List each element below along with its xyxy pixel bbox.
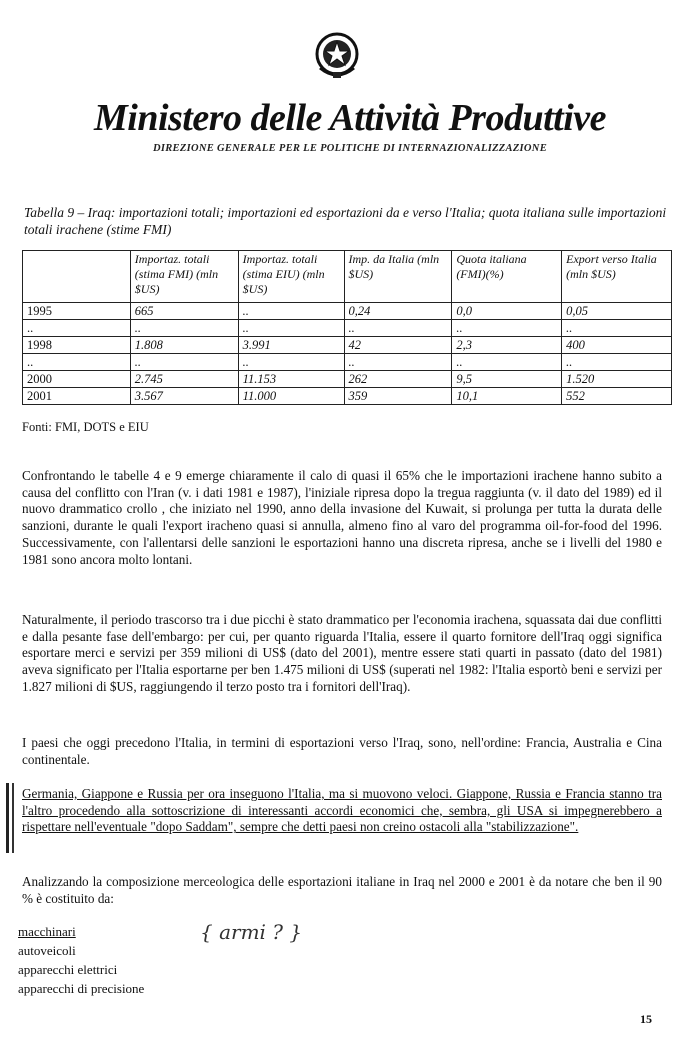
table-cell: .. (562, 320, 672, 337)
table-cell: 2000 (23, 371, 131, 388)
table-cell: 552 (562, 388, 672, 405)
table-cell: 2001 (23, 388, 131, 405)
table-cell: 10,1 (452, 388, 562, 405)
paragraph: Confrontando le tabelle 4 e 9 emerge chiaramente il calo di quasi il 65% che le importazioni irachene hanno subito a causa del conflitto con l'Iran (v. i dati 1981 e 1987), l'iniziale ripresa dopo la tregua raggiunta (v. il dato del 1989) ed il nuovo drammatico crollo , che iniziato nel 1990, anno della invasione del Kuwait, si prolunga per tutta la durata delle sanzioni, durante le quali l'export iracheno quasi si annulla, almeno fino al varo del programma oil-for-food del 1996. Successivamente, con l'allentarsi delle sanzioni le esportazioni hanno una discreta ripresa, anche se i livelli del 1980 e 1981 sono ancora molto lontani. (22, 468, 662, 567)
table-row (23, 371, 672, 388)
list-item: autoveicoli (18, 943, 76, 958)
table-cell: .. (130, 320, 238, 337)
table-caption: Tabella 9 – Iraq: importazioni totali; importazioni ed esportazioni da e verso l'Italia; quota italiana sulle importazioni totali irachene (stime FMI) (24, 205, 667, 237)
table-cell: 359 (344, 388, 452, 405)
table-cell: 11.153 (238, 371, 344, 388)
table-header-cell (23, 251, 131, 303)
list-item: apparecchi di precisione (18, 981, 145, 996)
list-item: macchinari (18, 924, 76, 939)
table-cell: .. (23, 354, 131, 371)
page-number: 15 (640, 1012, 652, 1026)
italian-republic-emblem-icon (314, 30, 360, 80)
table-cell: 262 (344, 371, 452, 388)
table-header-cell: Export verso Italia (mln $US) (562, 251, 672, 303)
imports-table (22, 250, 672, 405)
paragraph: Naturalmente, il periodo trascorso tra i due picchi è stato drammatico per l'economia irachena, squassata dai due conflitti e dalla pesante fase dell'embargo: per cui, per quanto riguarda l'Italia, essere il quarto fornitore dell'Iraq oggi significa esportare merci e servizi per 359 milioni di US$ (dato del 2001), mentre essere stati quarti in passato (dato del 1981) aveva significato per l'Italia esportarne per ben 1.475 milioni di US$ (superati nel 1982: l'Italia esportò beni e servizi per 1.827 milioni di $US, raggiungendo il terzo posto tra i fornitori dell'Iraq). (22, 612, 662, 694)
handwritten-note: { armi ? } (200, 920, 303, 944)
table-header-cell: Quota italiana (FMI)(%) (452, 251, 562, 303)
table-cell: 400 (562, 337, 672, 354)
paragraph: I paesi che oggi precedono l'Italia, in termini di esportazioni verso l'Iraq, sono, nell'ordine: Francia, Australia e Cina continentale. (22, 735, 662, 767)
table-cell: .. (130, 354, 238, 371)
table-cell: .. (23, 320, 131, 337)
margin-mark (6, 783, 9, 853)
margin-mark (12, 783, 14, 853)
table-cell: 0,24 (344, 303, 452, 320)
table-cell: 2,3 (452, 337, 562, 354)
table-cell: 1995 (23, 303, 131, 320)
table-header-cell: Imp. da Italia (mln $US) (344, 251, 452, 303)
table-cell: 9,5 (452, 371, 562, 388)
table-header-row (23, 251, 672, 303)
table-header-cell: Importaz. totali (stima FMI) (mln $US) (130, 251, 238, 303)
table-row (23, 320, 672, 337)
table-cell: 665 (130, 303, 238, 320)
table-cell: 42 (344, 337, 452, 354)
table-row (23, 388, 672, 405)
list-item: apparecchi elettrici (18, 962, 118, 977)
table-cell: .. (562, 354, 672, 371)
table-row (23, 354, 672, 371)
table-cell: 11.000 (238, 388, 344, 405)
table-row (23, 303, 672, 320)
table-row (23, 337, 672, 354)
table-cell: 0,0 (452, 303, 562, 320)
table-cell: .. (238, 303, 344, 320)
paragraph: Analizzando la composizione merceologica delle esportazioni italiane in Iraq nel 2000 e 2001 è da notare che ben il 90 % è costituito da: (22, 874, 662, 906)
table-cell: 1.808 (130, 337, 238, 354)
paragraph-underlined: Germania, Giappone e Russia per ora inseguono l'Italia, ma si muovono veloci. Giappone, Russia e Francia stanno tra l'altro procedendo alla sottoscrizione di interessanti accordi economici che, sembra, gli USA si impegnerebbero a rispettare nell'eventuale "dopo Saddam", sempre che detti paesi non creino ostacoli alla "stabilizzazione". (22, 786, 662, 835)
table-cell: .. (344, 354, 452, 371)
table-cell: .. (344, 320, 452, 337)
ministry-subtitle: DIREZIONE GENERALE PER LE POLITICHE DI INTERNAZIONALIZZAZIONE (152, 143, 547, 154)
table-sources: Fonti: FMI, DOTS e EIU (22, 420, 149, 434)
table-cell: 3.567 (130, 388, 238, 405)
table-cell: 0,05 (562, 303, 672, 320)
table-cell: 2.745 (130, 371, 238, 388)
table-cell: 1.520 (562, 371, 672, 388)
table-header-cell: Importaz. totali (stima EIU) (mln $US) (238, 251, 344, 303)
table-cell: 3.991 (238, 337, 344, 354)
export-items-list (18, 922, 144, 998)
ministry-title: Ministero delle Attività Produttive (93, 97, 606, 139)
table-cell: .. (452, 320, 562, 337)
table-cell: .. (452, 354, 562, 371)
table-cell: .. (238, 320, 344, 337)
table-cell: 1998 (23, 337, 131, 354)
table-cell: .. (238, 354, 344, 371)
